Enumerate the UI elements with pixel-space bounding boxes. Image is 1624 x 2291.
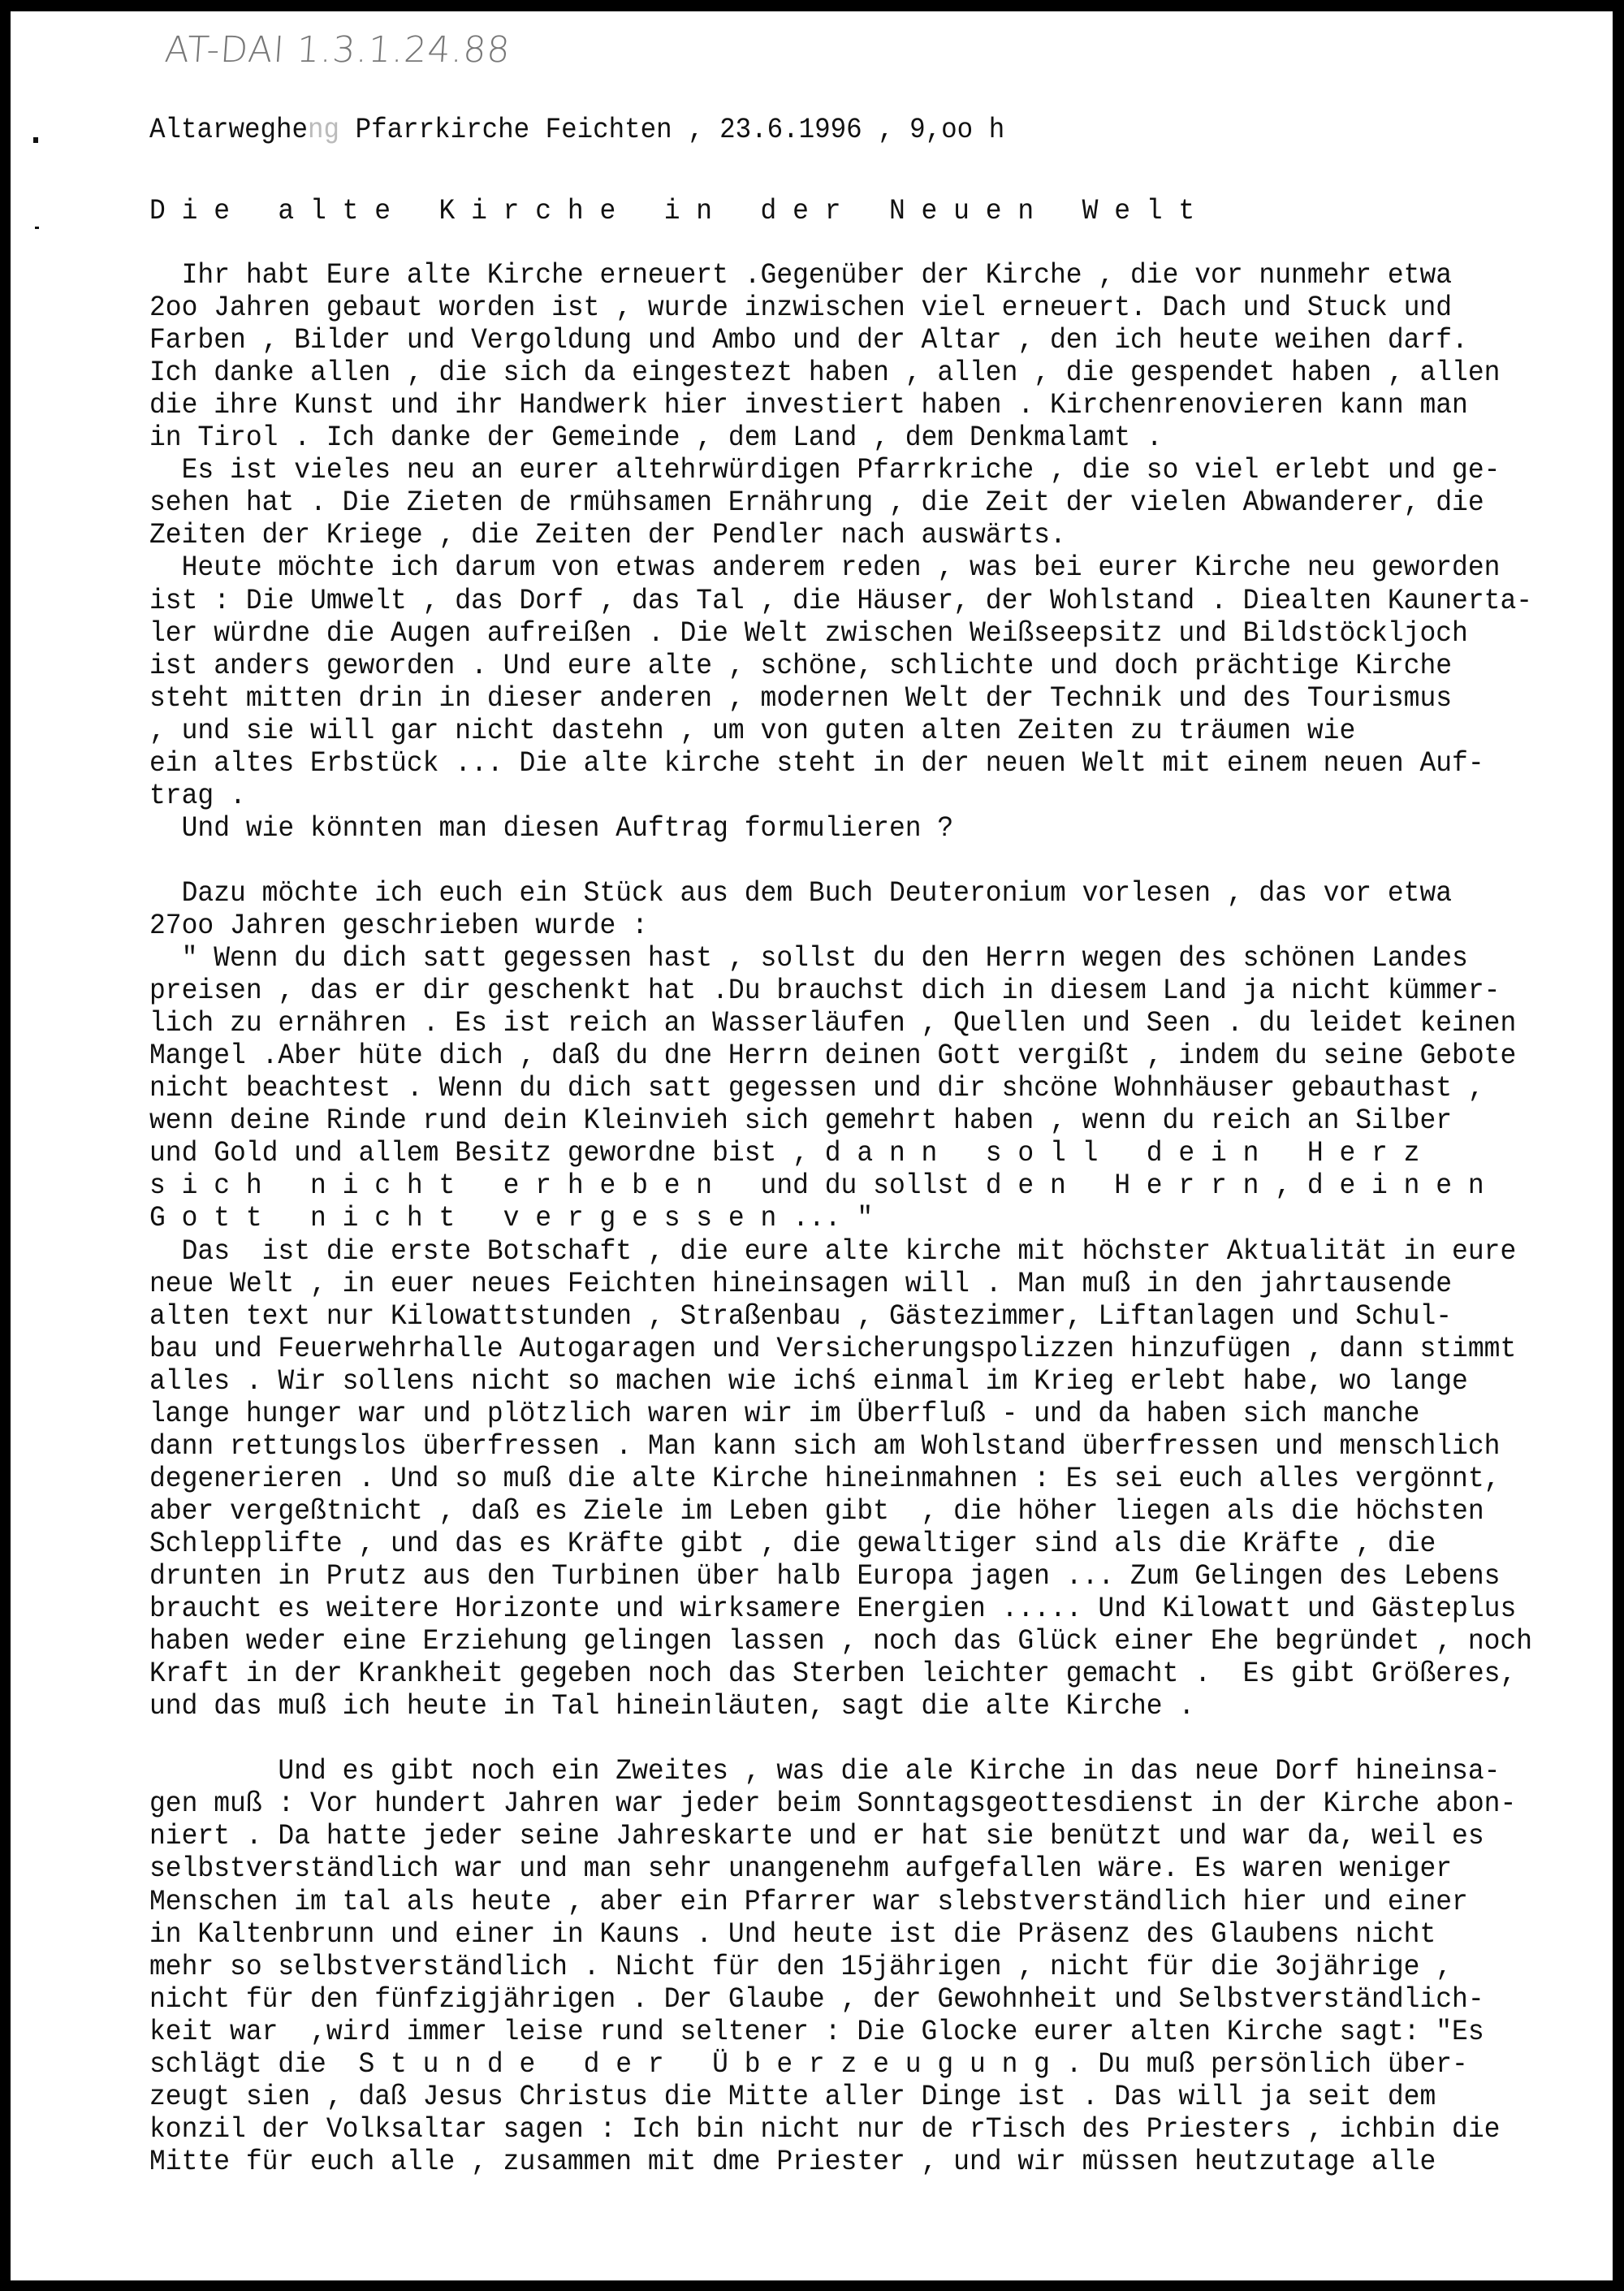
text-line: gen muß : Vor hundert Jahren war jeder beim Sonntagsgeottesdienst in der Kirche abon- (149, 1787, 1517, 1821)
archive-signature: AT-DAI 1.3.1.24.88 (163, 29, 512, 71)
text-line: zeugt sien , daß Jesus Christus die Mitte aller Dinge ist . Das will ja seit dem (149, 2080, 1436, 2113)
text-line: nicht für den fünfzigjährigen . Der Glaube , der Gewohnheit und Selbstverständlich- (149, 1982, 1484, 2016)
text-line: Kraft in der Krankheit gegeben noch das Sterben leichter gemacht . Es gibt Größeres, (149, 1658, 1517, 1691)
text-line: Farben , Bilder und Vergoldung und Ambo und der Altar , den ich heute weihen darf. (149, 324, 1468, 357)
text-line: Menschen im tal als heute , aber ein Pfarrer war slebstverständlich hier und einer (149, 1885, 1468, 1918)
text-line: nicht beachtest . Wenn du dich satt gegessen und dir shcöne Wohnhäuser gebauthast , (149, 1072, 1484, 1105)
text-line: und Gold und allem Besitz gewordne bist , d a n n s o l l d e i n H e r z (149, 1137, 1420, 1170)
text-line: Und wie könnten man diesen Auftrag formulieren ? (149, 811, 954, 845)
text-line: 27oo Jahren geschrieben wurde : (149, 910, 648, 943)
text-line: niert . Da hatte jeder seine Jahreskarte und er hat sie benützt und war da, weil es (149, 1820, 1484, 1853)
text-line: steht mitten drin in dieser anderen , modernen Welt der Technik und des Tourismus (149, 681, 1453, 715)
text-line: preisen , das er dir geschenkt hat .Du brauchst dich in diesem Land ja nicht kümmer- (149, 975, 1501, 1008)
text-line: trag . (149, 779, 246, 812)
text-line: dann rettungslos überfressen . Man kann sich am Wohlstand überfressen und menschlich (149, 1429, 1501, 1463)
text-line: Ihr habt Eure alte Kirche erneuert .Gegenüber der Kirche , die vor nunmehr etwa (149, 259, 1453, 292)
text-line: ist anders geworden . Und eure alte , schöne, schlichte und doch prächtige Kirche (149, 649, 1453, 682)
document-title: D i e a l t e K i r c h e i n d e r N e u e n W e l t (149, 195, 1195, 228)
text-line: lich zu ernähren . Es ist reich an Wasserläufen , Quellen und Seen . du leidet keinen (149, 1007, 1517, 1040)
text-line: 2oo Jahren gebaut worden ist , wurde inzwischen viel erneuert. Dach und Stuck und (149, 292, 1453, 325)
text-line: Zeiten der Kriege , die Zeiten der Pendler nach auswärts. (149, 519, 1066, 552)
document-header (149, 113, 1004, 148)
text-line: alten text nur Kilowattstunden , Straßenbau , Gästezimmer, Liftanlagen und Schul- (149, 1299, 1453, 1333)
text-line: wenn deine Rinde rund dein Kleinvieh sich gemehrt haben , wenn du reich an Silber (149, 1104, 1453, 1138)
text-line: braucht es weitere Horizonte und wirksamere Energien ..... Und Kilowatt und Gästeplus (149, 1593, 1517, 1626)
text-line: mehr so selbstverständlich . Nicht für den 15jährigen , nicht für die 3ojährige , (149, 1950, 1453, 1983)
text-line: konzil der Volksaltar sagen : Ich bin nicht nur de rTisch des Priesters , ichbin die (149, 2112, 1501, 2146)
text-line: Schlepplifte , und das es Kräfte gibt , die gewaltiger sind als die Kräfte , die (149, 1528, 1436, 1560)
text-line: G o t t n i c h t v e r g e s s e n ... " (149, 1202, 874, 1235)
document-page (11, 11, 1613, 2280)
text-line: Heute möchte ich darum von etwas anderem reden , was bei eurer Kirche neu geworden (149, 551, 1501, 585)
text-line: und das muß ich heute in Tal hineinläuten, sagt die alte Kirche . (149, 1690, 1195, 1723)
text-line: schlägt die S t u n d e d e r Ü b e r z e u g u n g . Du muß persönlich über- (149, 2047, 1468, 2081)
text-line: selbstverständlich war und man sehr unangenehm aufgefallen wäre. Es waren weniger (149, 1852, 1453, 1886)
text-line: bau und Feuerwehrhalle Autogaragen und Versicherungspolizzen hinzufügen , dann stimmt (149, 1332, 1517, 1365)
header-main: Altarweghe (149, 114, 309, 147)
margin-mark (35, 227, 39, 229)
text-line: alles . Wir sollens nicht so machen wie ichś einmal im Krieg erlebt habe, wo lange (149, 1364, 1468, 1398)
header-faint: ng (308, 114, 340, 147)
text-line: haben weder eine Erziehung gelingen lassen , noch das Glück einer Ehe begründet , noch (149, 1625, 1533, 1658)
text-line: ler würdne die Augen aufreißen . Die Welt zwischen Weißseepsitz und Bildstöckljoch (149, 616, 1468, 650)
text-line: Es ist vieles neu an eurer altehrwürdigen Pfarrkriche , die so viel erlebt und ge- (149, 454, 1501, 487)
text-line: Mitte für euch alle , zusammen mit dme Priester , und wir müssen heutzutage alle (149, 2145, 1436, 2178)
text-line: Ich danke allen , die sich da eingestezt haben , allen , die gespendet haben , allen (149, 357, 1501, 390)
header-rest: Pfarrkirche Feichten , 23.6.1996 , 9,oo h (339, 114, 1005, 147)
text-line: drunten in Prutz aus den Turbinen über halb Europa jagen ... Zum Gelingen des Lebens (149, 1560, 1501, 1593)
text-line: ein altes Erbstück ... Die alte kirche steht in der neuen Welt mit einem neuen Auf- (149, 746, 1484, 780)
text-line: aber vergeßtnicht , daß es Ziele im Leben gibt , die höher liegen als die höchsten (149, 1494, 1484, 1528)
text-line: in Kaltenbrunn und einer in Kauns . Und heute ist die Präsenz des Glaubens nicht (149, 1917, 1436, 1951)
text-line: in Tirol . Ich danke der Gemeinde , dem Land , dem Denkmalamt . (149, 421, 1163, 455)
text-line: Mangel .Aber hüte dich , daß du dne Herrn deinen Gott vergißt , indem du seine Gebote (149, 1040, 1517, 1073)
text-line: , und sie will gar nicht dastehn , um von guten alten Zeiten zu träumen wie (149, 714, 1356, 747)
text-line: Das ist die erste Botschaft , die eure alte kirche mit höchster Aktualität in eure (149, 1234, 1517, 1268)
text-line: die ihre Kunst und ihr Handwerk hier investiert haben . Kirchenrenovieren kann man (149, 389, 1468, 422)
text-line: keit war ,wird immer leise rund seltener : Die Glocke eurer alten Kirche sagt: "Es (149, 2015, 1484, 2048)
text-line: " Wenn du dich satt gegessen hast , sollst du den Herrn wegen des schönen Landes (149, 942, 1468, 975)
text-line: lange hunger war und plötzlich waren wir im Überfluß - und da haben sich manche (149, 1397, 1420, 1430)
text-line: ist : Die Umwelt , das Dorf , das Tal , die Häuser, der Wohlstand . Diealten Kaunerta- (149, 584, 1533, 617)
margin-mark (33, 137, 38, 143)
text-line: degenerieren . Und so muß die alte Kirche hineinmahnen : Es sei euch alles vergönnt, (149, 1462, 1501, 1495)
text-line: neue Welt , in euer neues Feichten hineinsagen will . Man muß in den jahrtausende (149, 1267, 1453, 1300)
text-line: sehen hat . Die Zieten de rmühsamen Ernährung , die Zeit der vielen Abwanderer, die (149, 486, 1484, 520)
text-line: s i c h n i c h t e r h e b e n und du sollst d e n H e r r n , d e i n e n (149, 1169, 1484, 1203)
text-line: Dazu möchte ich euch ein Stück aus dem Buch Deuteronium vorlesen , das vor etwa (149, 877, 1453, 910)
text-line: Und es gibt noch ein Zweites , was die ale Kirche in das neue Dorf hineinsa- (149, 1755, 1501, 1788)
